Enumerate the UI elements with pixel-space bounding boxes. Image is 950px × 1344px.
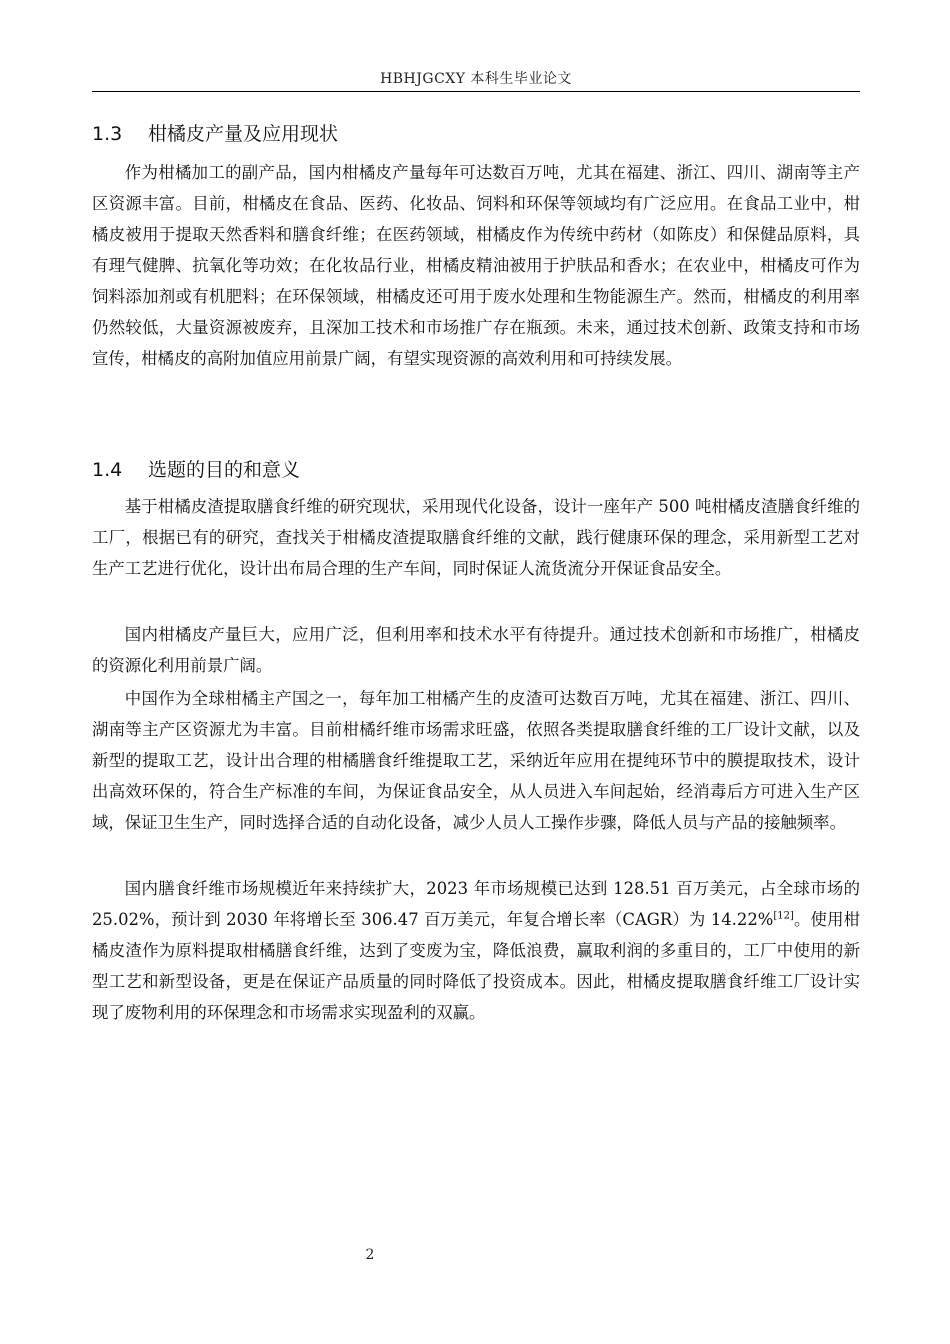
paragraph-text: 。使用柑橘皮渣作为原料提取柑橘膳食纤维，达到了变废为宝，降低浪费，赢取利润的多重目的，工厂中使用的新型工艺和新型设备，更是在保证产品质量的同时降低了投资成本。因此，柑橘皮提取膳食纤维工厂设计实现了废物利用的环保理念和市场需求实现盈利的双赢。 — [92, 910, 861, 1022]
section-heading-1-3 — [92, 119, 338, 146]
paragraph-1-4-c: 中国作为全球柑橘主产国之一，每年加工柑橘产生的皮渣可达数百万吨，尤其在福建、浙江、四川、湖南等主产区资源尤为丰富。目前柑橘纤维市场需求旺盛，依照各类提取膳食纤维的工厂设计文献，以及新型的提取工艺，设计出合理的柑橘膳食纤维提取工艺，采纳近年应用在提纯环节中的膜提取技术，设计出高效环保的，符合生产标准的车间，为保证食品安全，从人员进入车间起始，经消毒后方可进入生产区域，保证卫生生产，同时选择合适的自动化设备，减少人员人工操作步骤，降低人员与产品的接触频率。 — [92, 689, 860, 832]
paragraph-1-3: 作为柑橘加工的副产品，国内柑橘皮产量每年可达数百万吨，尤其在福建、浙江、四川、湖南等主产区资源丰富。目前，柑橘皮在食品、医药、化妆品、饲料和环保等领域均有广泛应用。在食品工业中，柑橘皮被用于提取天然香料和膳食纤维；在医药领域，柑橘皮作为传统中药材（如陈皮）和保健品原料，具有理气健脾、抗氧化等功效；在化妆品行业，柑橘皮精油被用于护肤品和香水；在农业中，柑橘皮可作为饲料添加剂或有机肥料；在环保领域，柑橘皮还可用于废水处理和生物能源生产。然而，柑橘皮的利用率仍然较低，大量资源被废弃，且深加工技术和市场推广存在瓶颈。未来，通过技术创新、政策支持和市场宣传，柑橘皮的高附加值应用前景广阔，有望实现资源的高效利用和可持续发展。 — [92, 163, 860, 368]
header-divider — [92, 91, 860, 92]
section-heading-1-4 — [92, 455, 300, 482]
section-title: 选题的目的和意义 — [148, 459, 301, 481]
paragraph-1-4-b: 国内柑橘皮产量巨大，应用广泛，但利用率和技术水平有待提升。通过技术创新和市场推广，柑橘皮的资源化利用前景广阔。 — [92, 625, 860, 675]
section-number: 1.4 — [92, 459, 123, 481]
paragraph-text: 国内膳食纤维市场规模近年来持续扩大，2023 年市场规模已达到 128.51 百万美元，占全球市场的 25.02%，预计到 2030 年将增长至 306.47 百万美元，年复合增长率（CAGR）为 14.22% — [92, 879, 860, 929]
paragraph-1-4-a: 基于柑橘皮渣提取膳食纤维的研究现状，采用现代化设备，设计一座年产 500 吨柑橘皮渣膳食纤维的工厂，根据已有的研究，查找关于柑橘皮渣提取膳食纤维的文献，践行健康环保的理念，采用新型工艺对生产工艺进行优化，设计出布局合理的生产车间，同时保证人流货流分开保证食品安全。 — [92, 497, 860, 578]
page-number: 2 — [365, 1247, 375, 1263]
citation-ref[interactable]: [12] — [773, 910, 794, 922]
page-header: HBHJGCXY 本科生毕业论文 — [380, 71, 572, 87]
section-number: 1.3 — [92, 123, 123, 145]
paragraph-1-4-d — [92, 873, 860, 1028]
section-title: 柑橘皮产量及应用现状 — [148, 123, 339, 145]
